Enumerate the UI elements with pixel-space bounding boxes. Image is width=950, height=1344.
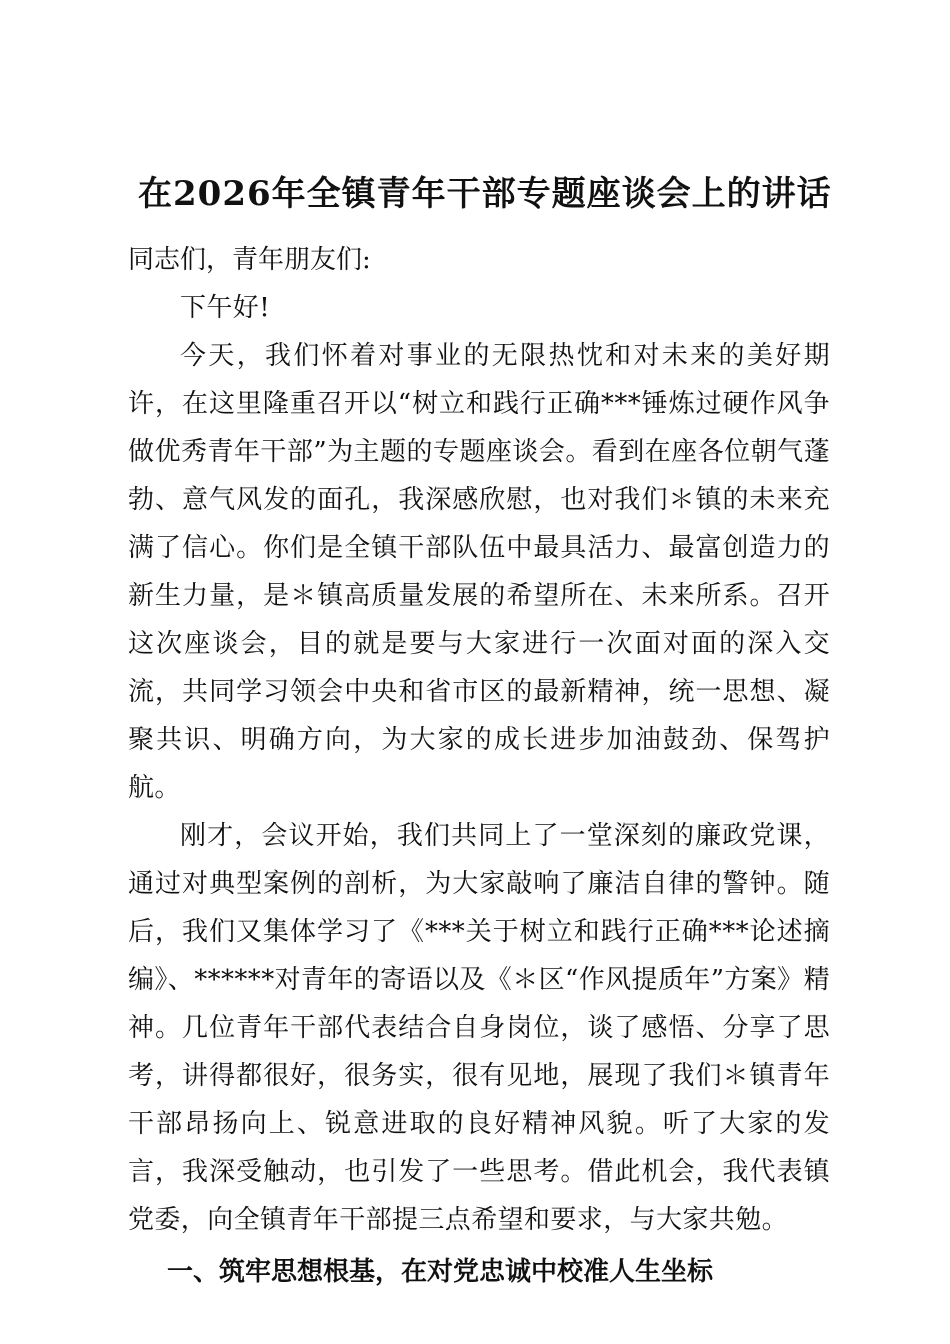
salutation: 同志们，青年朋友们: [128,245,371,275]
section-heading-1: 一、筑牢思想根基，在对党忠诚中校准人生坐标 [167,1257,714,1287]
paragraph-opening: 今天，我们怀着对事业的无限热忱和对未来的美好期许，在这里隆重召开以“树立和践行正确***锤炼过硬作风争做优秀青年干部”为主题的专题座谈会。看到在座各位朝气蓬勃、意气风发的面孔，我深感欣慰，也对我们＊镇的未来充满了信心。你们是全镇干部队伍中最具活力、最富创造力的新生力量，是＊镇高质量发展的希望所在、未来所系。召开这次座谈会，目的就是要与大家进行一次面对面的深入交流，共同学习领会中央和省市区的最新精神，统一思想、凝聚共识、明确方向，为大家的成长进步加油鼓劲、保驾护航。 [128,341,830,803]
document-title: 在2026年全镇青年干部专题座谈会上的讲话 [138,174,832,214]
greeting: 下午好! [180,293,271,323]
paragraph-review: 刚才，会议开始，我们共同上了一堂深刻的廉政党课，通过对典型案例的剖析，为大家敲响了廉洁自律的警钟。随后，我们又集体学习了《***关于树立和践行正确***论述摘编》、******对青年的寄语以及《＊区“作风提质年”方案》精神。几位青年干部代表结合自身岗位，谈了感悟、分享了思考，讲得都很好，很务实，很有见地，展现了我们＊镇青年干部昂扬向上、锐意进取的良好精神风貌。听了大家的发言，我深受触动，也引发了一些思考。借此机会，我代表镇党委，向全镇青年干部提三点希望和要求，与大家共勉。 [128,821,830,1235]
